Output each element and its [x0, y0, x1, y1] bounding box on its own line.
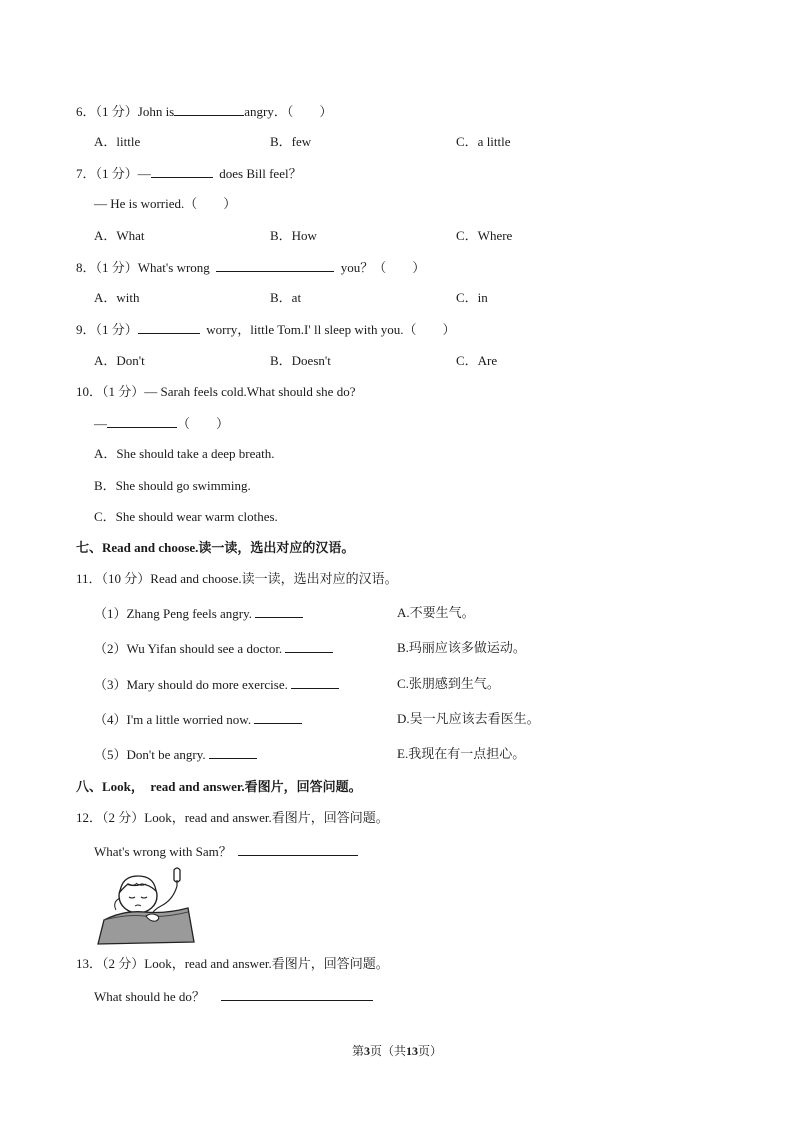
match-right-b: B.玛丽应该多做运动。 — [397, 640, 526, 655]
option-c[interactable]: C．in — [456, 290, 488, 305]
answer-blank[interactable] — [138, 321, 200, 334]
match-right-a: A.不要生气。 — [397, 605, 475, 620]
option-b[interactable]: B．She should go swimming. — [94, 478, 251, 493]
match-left-5: （5）Don't be angry. — [94, 746, 257, 763]
question-9: 9．（1 分） worry，little Tom.I' ll sleep with you.（ ） — [76, 322, 456, 337]
answer-blank[interactable] — [107, 415, 177, 428]
option-a[interactable]: A．She should take a deep breath. — [94, 446, 275, 461]
answer-blank[interactable] — [216, 259, 334, 272]
option-c[interactable]: C．Are — [456, 353, 498, 368]
question-8: 8．（1 分）What's wrong you？（ ） — [76, 260, 426, 275]
question-6: 6．（1 分）John is angry．（ ） — [76, 104, 333, 119]
option-a[interactable]: A．little — [94, 134, 141, 149]
match-right-d: D.吴一凡应该去看医生。 — [397, 711, 540, 726]
option-b[interactable]: B．Doesn't — [270, 353, 331, 368]
section-7-title: 七、Read and choose.读一读，选出对应的汉语。 — [76, 540, 355, 555]
answer-blank[interactable] — [151, 165, 213, 178]
question-10-response: — （ ） — [94, 416, 230, 431]
answer-blank[interactable] — [291, 676, 339, 689]
question-12: 12．（2 分）Look，read and answer.看图片，回答问题。 — [76, 810, 389, 825]
answer-blank[interactable] — [254, 711, 302, 724]
option-c[interactable]: C．a little — [456, 134, 511, 149]
question-11: 11．（10 分）Read and choose.读一读，选出对应的汉语。 — [76, 571, 398, 586]
option-a[interactable]: A．with — [94, 290, 140, 305]
sick-boy-in-bed-image — [94, 864, 198, 946]
question-13-prompt: What should he do？ — [94, 988, 373, 1005]
question-12-prompt: What's wrong with Sam？ — [94, 843, 358, 860]
match-right-e: E.我现在有一点担心。 — [397, 746, 526, 761]
answer-blank[interactable] — [209, 746, 257, 759]
option-b[interactable]: B．few — [270, 134, 312, 149]
answer-blank[interactable] — [221, 988, 373, 1001]
match-left-1: （1）Zhang Peng feels angry. — [94, 605, 303, 622]
option-c[interactable]: C．She should wear warm clothes. — [94, 509, 278, 524]
question-7-response: — He is worried.（ ） — [94, 196, 237, 211]
match-right-c: C.张朋感到生气。 — [397, 676, 500, 691]
question-10: 10．（1 分）— Sarah feels cold.What should she do? — [76, 384, 356, 399]
answer-blank[interactable] — [255, 605, 303, 618]
option-a[interactable]: A．What — [94, 228, 145, 243]
answer-blank[interactable] — [285, 640, 333, 653]
option-b[interactable]: B．How — [270, 228, 317, 243]
answer-blank[interactable] — [174, 103, 244, 116]
section-8-title: 八、Look， read and answer.看图片，回答问题。 — [76, 779, 362, 794]
match-left-2: （2）Wu Yifan should see a doctor. — [94, 640, 333, 657]
question-7: 7．（1 分）— does Bill feel？ — [76, 166, 302, 181]
answer-blank[interactable] — [238, 843, 358, 856]
option-c[interactable]: C．Where — [456, 228, 513, 243]
match-left-4: （4）I'm a little worried now. — [94, 711, 302, 728]
option-b[interactable]: B．at — [270, 290, 302, 305]
match-left-3: （3）Mary should do more exercise. — [94, 676, 339, 693]
question-13: 13．（2 分）Look，read and answer.看图片，回答问题。 — [76, 956, 389, 971]
page-footer: 第3页（共13页） — [351, 1044, 443, 1058]
option-a[interactable]: A．Don't — [94, 353, 145, 368]
